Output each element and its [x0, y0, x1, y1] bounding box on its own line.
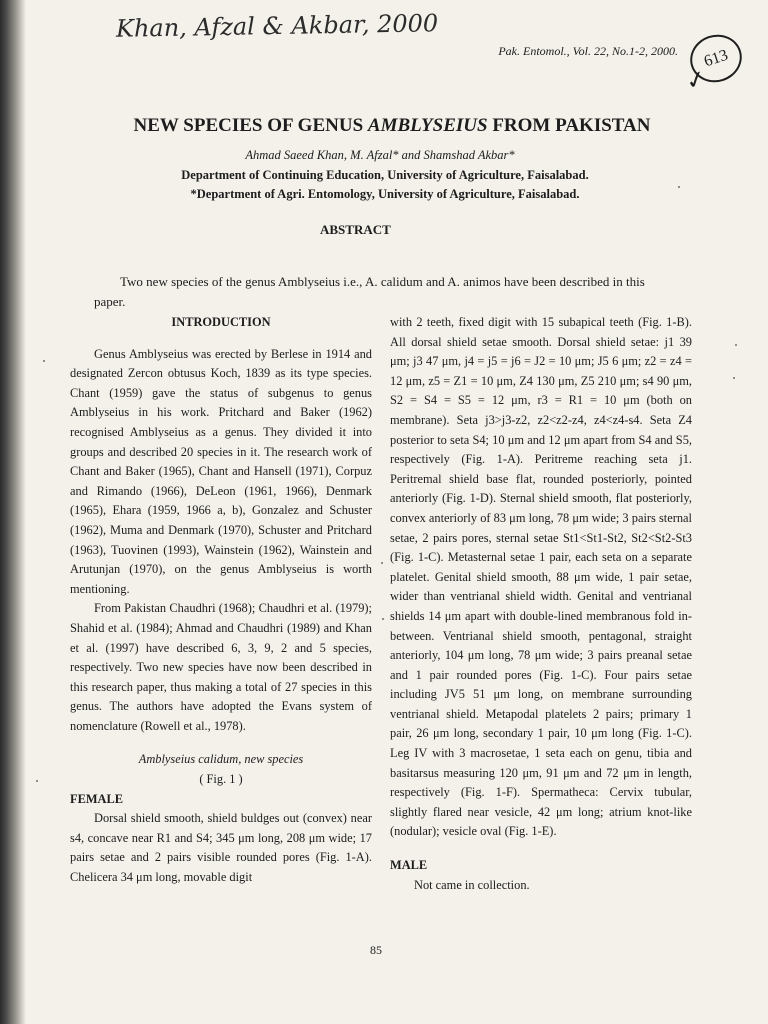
- page-number: 85: [370, 943, 382, 957]
- species-figure-reference: ( Fig. 1 ): [199, 772, 243, 787]
- paper-speck: [43, 360, 45, 362]
- title-italic-genus: AMBLYSEIUS: [367, 114, 488, 136]
- handwritten-note: Khan, Afzal & Akbar, 2000: [115, 9, 439, 43]
- abstract-heading: ABSTRACT: [320, 222, 391, 237]
- species-description-continued: with 2 teeth, fixed digit with 15 subapical teeth (Fig. 1-B). All dorsal shield setae smooth. Dorsal shield setae: j1 39 μm; j3 47 μm, j4 = j5 = j6 = J2 = 10 μm; J5 6 μm; z2 = z4 = 12 μm, z5 = Z1 = 10 μm, Z4 130 μm, Z5 210 μm; s4 90 μm, S2 = S4 = S5 = 12 μm, r3 = R1 = 10 μm (both on membrane). Seta j3>j3-z2, z2<z2-z4, z4<z4-s4. Seta Z4 posterior to seta S4; 10 μm and 12 μm apart from S4 and S5, respectively (Fig. 1-A). Peritreme reaching seta j1. Peritremal shield base flat, rounded posteriorly, pointed anteriorly (Fig. 1-D). Sternal shield smooth, flat posteriorly, convex anteriorly of 83 μm long, 78 μm wide; 3 pairs sternal setae, 2 pairs pores, sternal setae St1<St1-St2, St2<St2-St3 (Fig. 1-C). Metasternal setae 1 pair, each seta on a separate platelet. Genital shield smooth, 88 μm wide, 1 pair setae, wider than ventrianal shield width. Genital and ventrianal shields 14 μm apart with double-lined membranous fold in-between. Ventrianal shield smooth, pentagonal, straight anteriorly, 104 μm long, 78 μm wide; 3 pairs preanal setae and 1 pair rounded pores (Fig. 1-C). Four pairs setae including JV5 51 μm long, on membrane surrounding ventrianal shield. Metapodal platelets 2 pairs; primary 1 pair, 26 μm long, secondary 1 pair, 10 μm long (Fig. 1-C). Leg IV with 3 macrosetae, 1 seta each on genu, tibia and basitarsus measuring 120 μm, 91 μm and 72 μm in length, respectively (Fig. 1-F). Spermatheca: Cervix tubular, slightly flared near vesicle, 42 μm long; atrium knot-like (nodular); vesicle oval (Fig. 1-E).: [390, 315, 692, 839]
- paper-speck: [381, 562, 383, 564]
- paper-speck: [382, 618, 384, 620]
- species-title: Amblyseius calidum, new species: [138, 752, 304, 767]
- department-line-2: *Department of Agri. Entomology, University of Agriculture, Faisalabad.: [190, 187, 580, 201]
- journal-citation: Pak. Entomol., Vol. 22, No.1-2, 2000.: [498, 44, 678, 58]
- paper-title: [82, 115, 702, 137]
- introduction-paragraph-2: From Pakistan Chaudhri (1968); Chaudhri et al. (1979); Shahid et al. (1984); Ahmad and Chaudhri (1989) and Khan et al. (1997) have described 6, 3, 9, 2 and 5 species, respectively. Two new species have now been described in this research paper, thus making a total of 27 species in this genus. The authors have adopted the Evans system of nomenclature (Rowell et al., 1978).: [70, 601, 372, 733]
- author-list: Ahmad Saeed Khan, M. Afzal* and Shamshad Akbar*: [245, 148, 515, 162]
- binding-shadow: [0, 0, 26, 1024]
- paper-speck: [36, 780, 38, 782]
- paper-speck: [678, 186, 680, 188]
- male-heading: MALE: [390, 858, 428, 873]
- department-line-1: Department of Continuing Education, University of Agriculture, Faisalabad.: [181, 168, 589, 182]
- left-column: [70, 313, 372, 888]
- abstract-text: Two new species of the genus Amblyseius i.e., A. calidum and A. animos have been described in this paper.: [94, 274, 645, 309]
- circled-number: 613: [684, 28, 748, 89]
- introduction-paragraph-1: Genus Amblyseius was erected by Berlese in 1914 and designated Zercon obtusus Koch, 1839 as its type species. Chant (1959) gave the status of subgenus to genus Amblyseius in his work. Pritchard and Baker (1962) recognised Amblyseius as a genus. They divided it into groups and described 20 species in it. The research work of Chant and Baker (1965), Chant and Hansell (1971), Corpuz and Rimando (1966), DeLeon (1961, 1966), Denmark (1965), Ehara (1959, 1966 a, b), Gonzalez and Schuster (1962), Muma and Denmark (1970), Schuster and Pritchard (1963), Tuovinen (1993), Wainstein (1962), Wainstein and Arutunjan (1970), on the genus Amblyseius is worth mentioning.: [70, 346, 372, 596]
- right-column: [390, 313, 692, 895]
- male-description: Not came in collection.: [414, 877, 530, 892]
- female-heading: FEMALE: [70, 791, 124, 806]
- check-mark-icon: ✓: [682, 65, 710, 97]
- introduction-heading: INTRODUCTION: [171, 315, 271, 329]
- female-description: Dorsal shield smooth, shield buldges out (convex) near s4, concave near R1 and S4; 345 μm long, 208 μm wide; 17 pairs setae and 2 pairs visible rounded pores (Fig. 1-A). Chelicera 34 μm long, movable digit: [70, 811, 372, 885]
- paper-speck: [735, 344, 737, 346]
- paper-speck: [733, 377, 735, 379]
- title-suffix: FROM PAKISTAN: [487, 114, 651, 136]
- title-prefix: NEW SPECIES OF GENUS: [133, 114, 368, 136]
